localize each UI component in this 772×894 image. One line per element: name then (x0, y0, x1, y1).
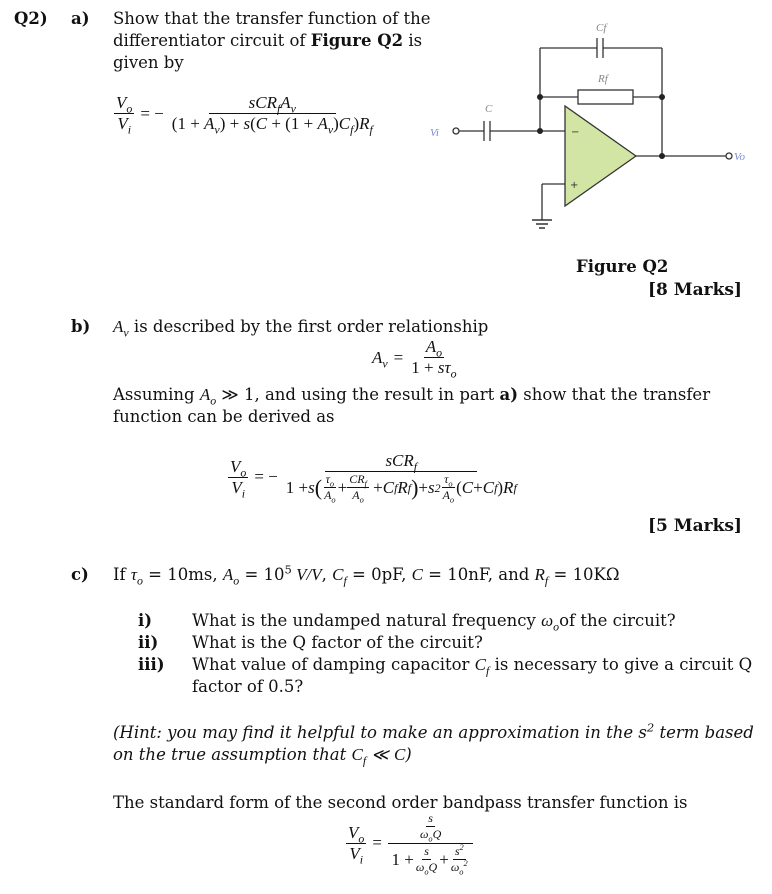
equation-bandpass: $\frac{V_o}{V_i}$ = $\frac{s}{\omega_oQ}$ 1 + $\frac{s}{\omega_oQ}$ + $\frac{s^2}{\omega_o^2}$ (346, 812, 473, 874)
part-b-marks: [5 Marks] (648, 516, 742, 536)
part-c-label: c) (71, 565, 89, 584)
equation-av: $A_v$ = $\frac{A_o}{1 + s\tau_o}$ (372, 337, 457, 381)
junction-dot-3 (659, 94, 665, 100)
part-b-line2: Assuming $A_o$ ≫ 1, and using the result in part a) show that the transfer (113, 385, 711, 408)
standard-form-text: The standard form of the second order bandpass transfer function is (113, 793, 688, 812)
part-a-line1: Show that the transfer function of the (113, 9, 431, 28)
item-ii-label: ii) (138, 633, 159, 652)
minus-sign: − (571, 127, 580, 138)
item-iii-label: iii) (138, 655, 165, 674)
junction-dot-4 (659, 153, 665, 159)
item-i-text: What is the undamped natural frequency $\omega_oof$ the circuit? (192, 611, 676, 634)
part-a-text (113, 8, 431, 74)
av-fraction: $\frac{A_o}{1 + s\tau_o}$ (411, 337, 457, 381)
op-amp-triangle (565, 106, 636, 206)
circuit-diagram (420, 8, 760, 240)
junction-dot-1 (537, 94, 543, 100)
vo-terminal (726, 153, 732, 159)
cf-label: Cf (596, 22, 607, 34)
part-a-label: a) (71, 9, 90, 28)
part-b-line3: function can be derived as (113, 407, 335, 426)
derived-transfer-fraction: sCR$_f$ 1 + s ( $\frac{\tau_o}{A_o}$ + $\frac{CR_f}{A_o}$ + C f R f ) + s 2 $\frac{\tau_o}{A_o}$ ( C + C f ) R f (285, 451, 517, 505)
rf-resistor (578, 90, 633, 104)
bandpass-fraction: $\frac{s}{\omega_oQ}$ 1 + $\frac{s}{\omega_oQ}$ + $\frac{s^2}{\omega_o^2}$ (388, 812, 473, 874)
equation-a: $\frac{V_o}{V_i}$ = − $\frac{sCR_fA_v}{(1 + A_v) + s(C + (1 + A_v)C_f)R_f}$ (116, 93, 373, 137)
rf-label: Rf (598, 73, 608, 85)
vi-terminal (453, 128, 459, 134)
junction-dot-2 (537, 128, 543, 134)
equation-b: $\frac{V_o}{V_i}$ = − sCR$_f$ 1 + s ( $\frac{\tau_o}{A_o}$ + $\frac{CR_f}{A_o}$ + C f R f ) + s 2 $\frac{\tau_o}{A_o}$ ( C + C f ) R f (230, 451, 517, 505)
question-number: Q2) (14, 9, 48, 28)
item-i-label: i) (138, 611, 153, 630)
part-b-assumption (113, 384, 710, 428)
part-a-line3: given by (113, 53, 184, 72)
part-a-line2: differentiator circuit of Figure Q2 is (113, 31, 423, 50)
vo-label: Vo (734, 151, 745, 163)
figure-caption: Figure Q2 (576, 257, 669, 276)
item-iii-text: What value of damping capacitor $C_f$ is necessary to give a circuit Q factor of 0.5? (192, 655, 753, 696)
part-c-given: If $\tau_o = 10ms$, $A_o = 10^5$ V/V, $C_f = 0pF$, C = 10nF, and $R_f = 10K\Omega$ (113, 562, 620, 588)
part-b-line1: $A_v$ is described by the first order relationship (113, 317, 489, 340)
vi-label: Vi (430, 127, 439, 139)
part-b-label: b) (71, 317, 91, 336)
transfer-function-fraction: $\frac{sCR_fA_v}{(1 + A_v) + s(C + (1 + A_v)C_f)R_f}$ (171, 93, 373, 137)
vo-vi-fraction-b: $\frac{V_o}{V_i}$ (230, 456, 247, 500)
vo-vi-fraction: $\frac{V_o}{V_i}$ (116, 93, 133, 137)
item-ii-text: What is the Q factor of the circuit? (192, 633, 483, 652)
plus-sign: + (570, 180, 579, 191)
c-label: C (485, 103, 493, 115)
hint-text: (Hint: you may find it helpful to make an approximation in the $s^2$ term based on the true assumption that $C_f$ ≪ C) (113, 720, 754, 768)
vo-vi-fraction-c: $\frac{V_o}{V_i}$ (348, 822, 365, 866)
part-a-marks: [8 Marks] (648, 280, 742, 300)
